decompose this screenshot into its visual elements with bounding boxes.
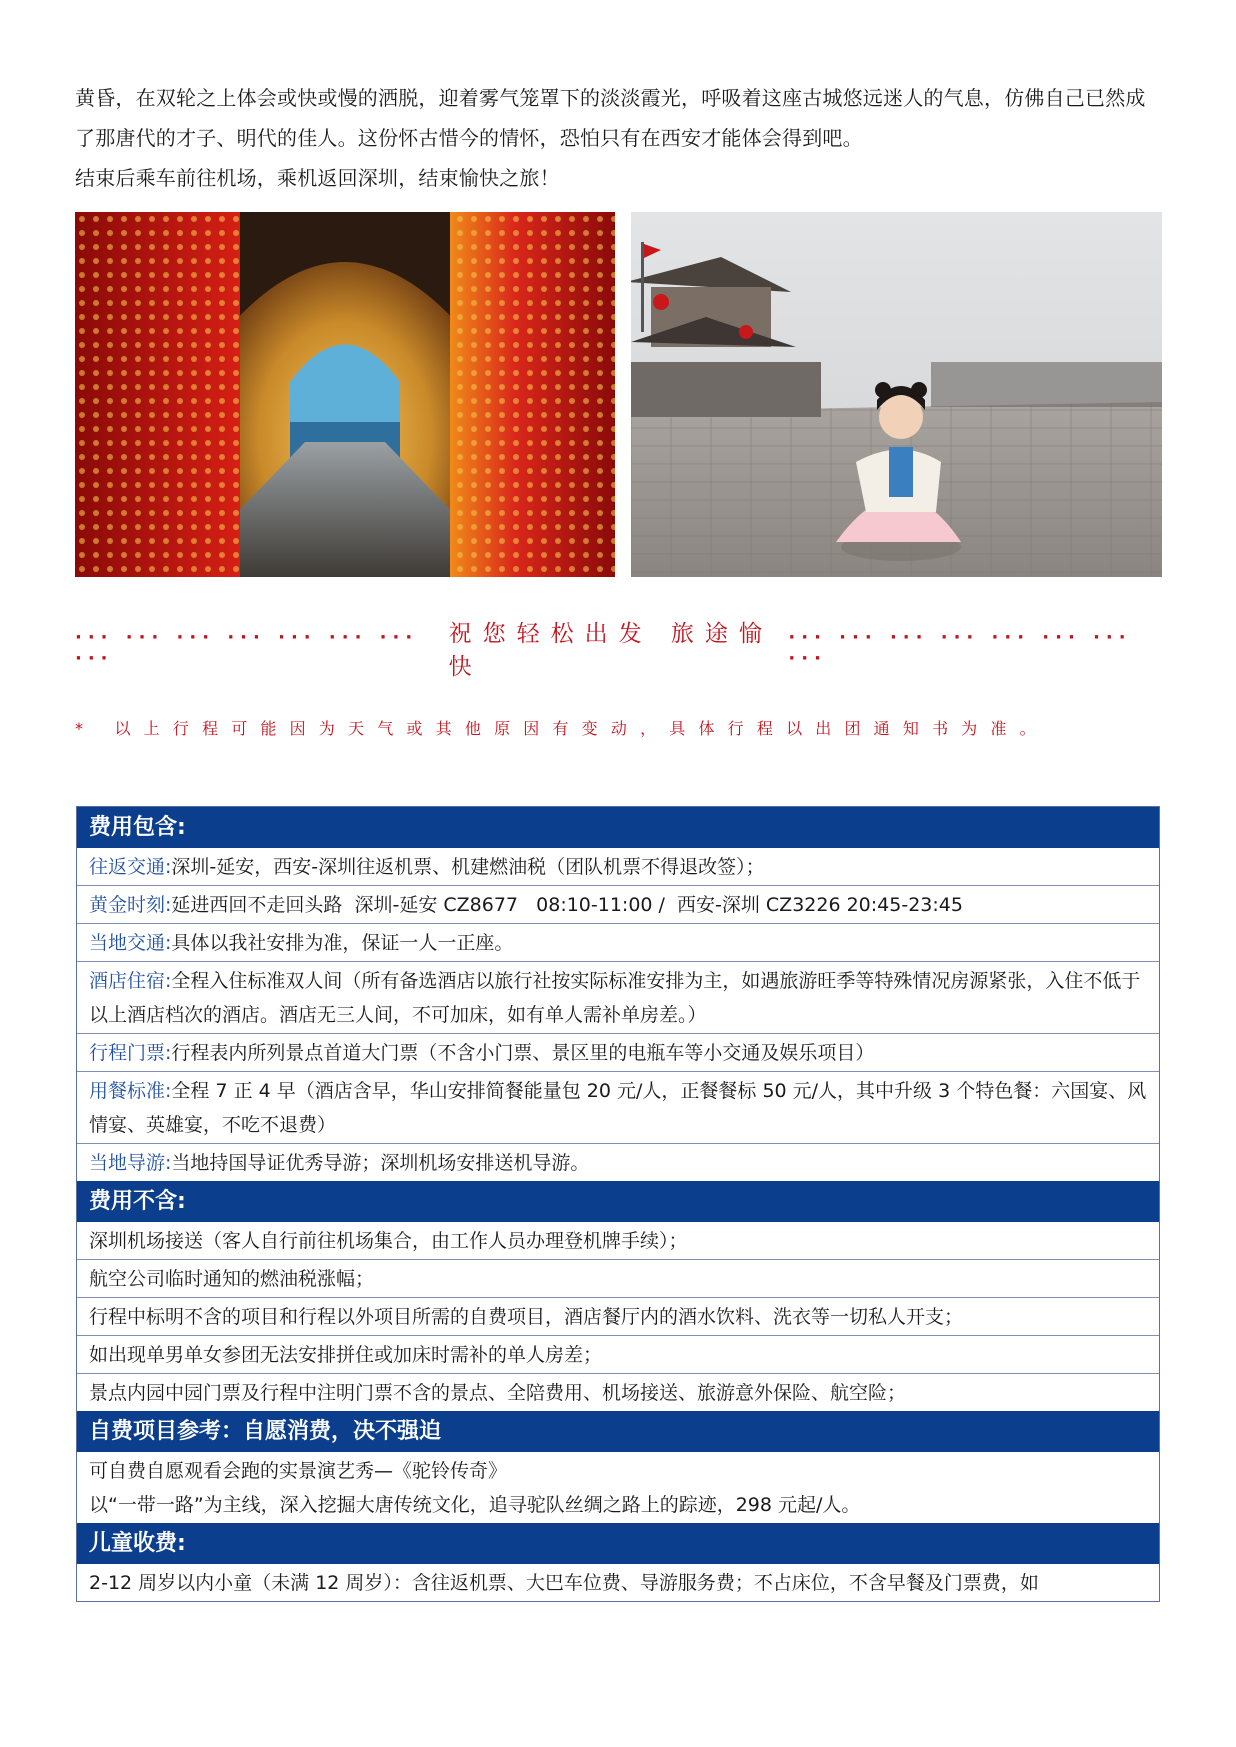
city-gate-illustration [75, 212, 615, 577]
row-text: 全程 7 正 4 早（酒店含早，华山安排简餐能量包 20 元/人，正餐餐标 50 元/人，其中升级 3 个特色餐：六国宴、风情宴、英雄宴，不吃不退费） [89, 1080, 1147, 1136]
row-label: 酒店住宿: [89, 970, 172, 992]
children-fee-row: 2-12 周岁以内小童（未满 12 周岁）：含往返机票、大巴车位费、导游服务费；不占床位，不含早餐及门票费，如 [89, 1572, 1039, 1594]
optional-show-description: 以“一带一路”为主线，深入挖掘大唐传统文化，追寻驼队丝绸之路上的踪迹，298 元起/人。 [89, 1494, 861, 1516]
excluded-row: 景点内园中园门票及行程中注明门票不含的景点、全陪费用、机场接送、旅游意外保险、航空险； [77, 1373, 1159, 1411]
city-wall-illustration [631, 212, 1162, 577]
row-text: 全程入住标准双人间（所有备选酒店以旅行社按实际标准安排为主，如遇旅游旺季等特殊情况房源紧张，入住不低于以上酒店档次的酒店。酒店无三人间，不可加床，如有单人需补单房差。） [89, 970, 1141, 1026]
intro-paragraph-ending: 结束后乘车前往机场，乘机返回深圳，结束愉快之旅！ [75, 166, 560, 190]
fee-row-golden-time [77, 885, 1159, 923]
row-text: 行程表内所列景点首道大门票（不含小门票、景区里的电瓶车等小交通及娱乐项目） [171, 1042, 875, 1064]
fee-row-tickets [77, 1033, 1159, 1071]
itinerary-notice: * 以上行程可能因为天气或其他原因有变动，具体行程以出团通知书为准。 [75, 719, 1049, 738]
children-fee-heading: 儿童收费: [77, 1523, 1159, 1564]
fee-row-local-transport [77, 923, 1159, 961]
row-label: 用餐标准: [89, 1080, 172, 1102]
fee-row-meals [77, 1071, 1159, 1143]
row-text: 深圳-延安，西安-深圳往返机票、机建燃油税（团队机票不得退改签）； [171, 856, 765, 878]
optional-items-heading: 自费项目参考：自愿消费，决不强迫 [77, 1411, 1159, 1452]
row-label: 黄金时刻: [89, 894, 172, 916]
wish-text: 祝您轻松出发 旅途愉快 [448, 621, 773, 680]
city-gate-photo [75, 212, 615, 577]
row-label: 行程门票: [89, 1042, 172, 1064]
excluded-row: 行程中标明不含的项目和行程以外项目所需的自费项目，酒店餐厅内的酒水饮料、洗衣等一切私人开支； [77, 1297, 1159, 1335]
city-wall-photo [631, 212, 1162, 577]
fees-included-heading: 费用包含: [77, 807, 1159, 848]
row-text: 具体以我社安排为准，保证一人一正座。 [171, 932, 514, 954]
fee-row-transport [77, 848, 1159, 885]
excluded-row: 航空公司临时通知的燃油税涨幅； [77, 1259, 1159, 1297]
row-label: 当地导游: [89, 1152, 172, 1174]
fee-row-guide [77, 1143, 1159, 1181]
row-label: 往返交通: [89, 856, 172, 878]
excluded-row: 如出现单男单女参团无法安排拼住或加床时需补的单人房差； [77, 1335, 1159, 1373]
excluded-row: 深圳机场接送（客人自行前往机场集合，由工作人员办理登机牌手续）； [89, 1230, 688, 1252]
fees-excluded-heading: 费用不含: [77, 1181, 1159, 1222]
intro-paragraph: 黄昏，在双轮之上体会或快或慢的洒脱，迎着雾气笼罩下的淡淡霞光，呼吸着这座古城悠远迷人的气息，仿佛自己已然成了那唐代的才子、明代的佳人。这份怀古惜今的情怀，恐怕只有在西安才能体会得到吧。 [75, 86, 1146, 150]
row-text: 当地持国导证优秀导游；深圳机场安排送机导游。 [171, 1152, 590, 1174]
decorative-dots-right: ··· ··· ··· ··· ··· ··· ··· ··· [788, 627, 1132, 669]
fee-table [76, 806, 1160, 1602]
row-label: 当地交通: [89, 932, 172, 954]
optional-items-row [77, 1452, 1159, 1523]
fee-row-hotel [77, 961, 1159, 1033]
optional-show-line: 可自费自愿观看会跑的实景演艺秀—《驼铃传奇》 [89, 1460, 508, 1482]
wish-banner [75, 621, 1162, 680]
decorative-dots-left: ··· ··· ··· ··· ··· ··· ··· ··· [75, 627, 419, 669]
intro-text [75, 78, 1165, 198]
row-text: 延进西回不走回头路 深圳-延安 CZ8677 08:10-11:00 / 西安-深圳 CZ3226 20:45-23:45 [171, 894, 963, 916]
